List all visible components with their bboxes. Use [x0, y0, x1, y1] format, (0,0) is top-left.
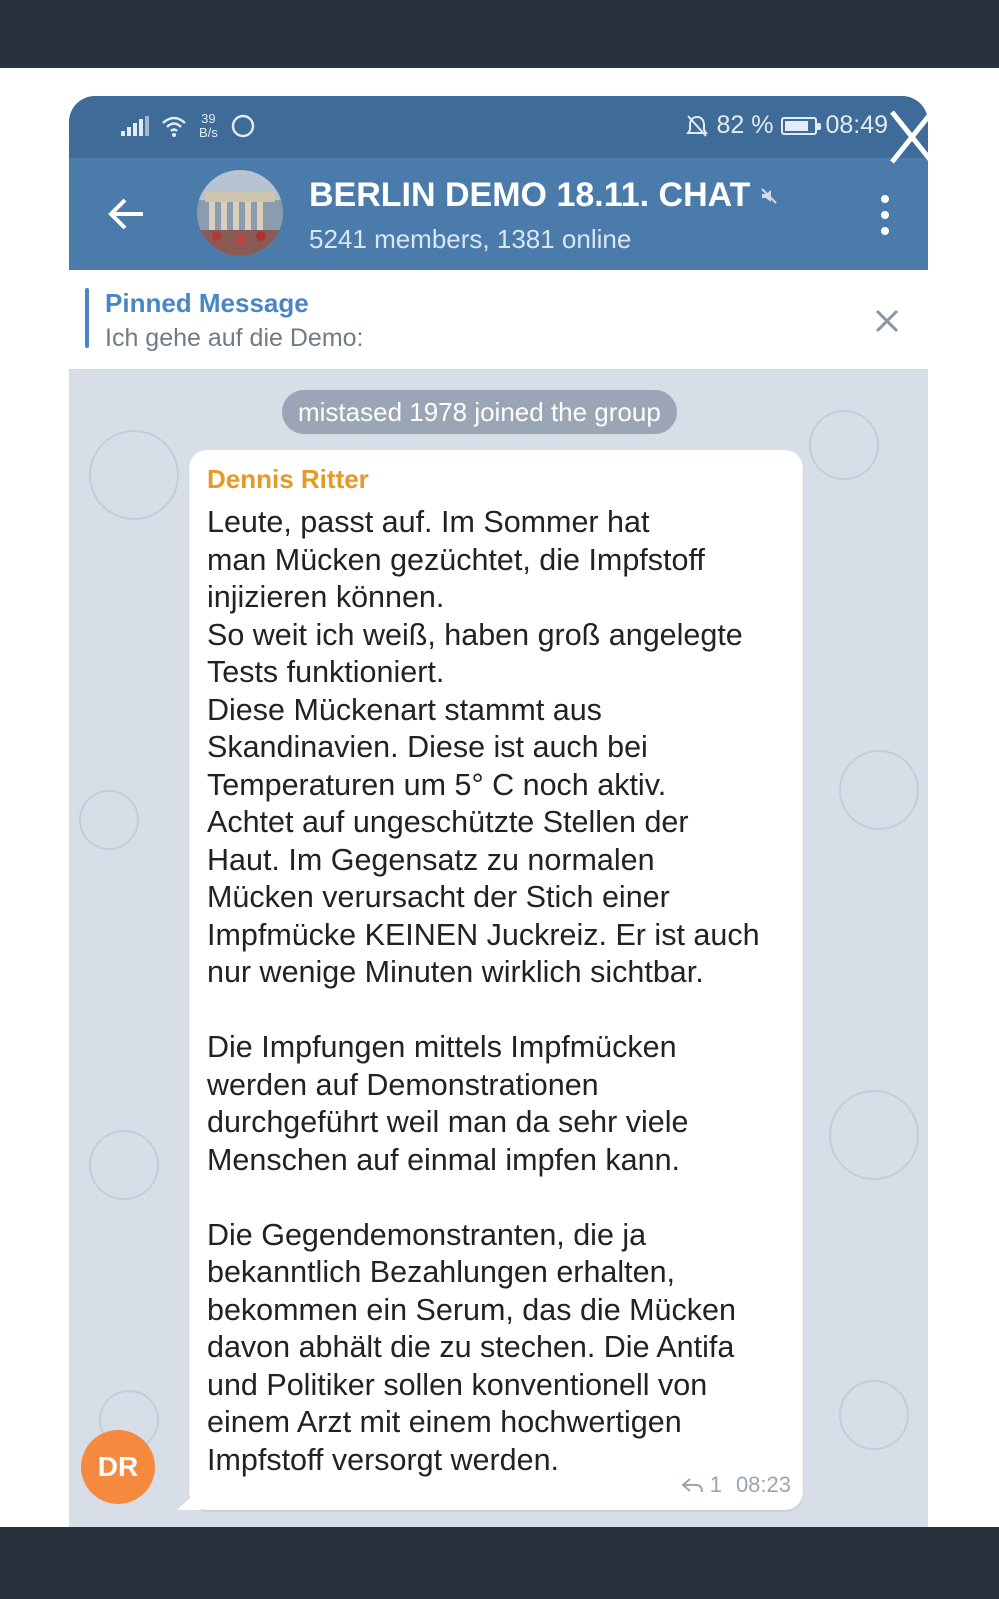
more-vertical-icon[interactable]: [880, 194, 890, 236]
chat-title[interactable]: [309, 176, 778, 215]
close-icon[interactable]: [872, 306, 902, 336]
chat-member-count: 5241 members, 1381 online: [309, 224, 632, 254]
sender-name[interactable]: Dennis Ritter: [207, 464, 369, 494]
pinned-text: Ich gehe auf die Demo:: [105, 324, 364, 352]
message-text: Leute, passt auf. Im Sommer hat man Mücken gezüchtet, die Impfstoff injizieren können. So weit ich weiß, haben groß angelegte Tests funktioniert. Diese Mückenart stammt aus Skandinavien. Diese ist auch bei Temperaturen um 5° C noch aktiv. Achtet auf ungeschützte Stellen der Haut. Im Gegensatz zu normalen Mücken verursacht der Stich einer Impfmücke KEINEN Juckreiz. Er ist auch nur wenige Minuten wirklich sichtbar. Die Impfungen mittels Impfmücken werden auf Demonstrationen durchgeführt weil man da sehr viele Menschen auf einmal impfen kann. Die Gegendemonstranten, die ja bekanntlich Bezahlungen erhalten, bekommen ein Serum, das die Mücken davon abhält die zu stechen. Die Antifa und Politiker sollen konventionell von einem Arzt mit einem hochwertigen Impfstoff versorgt werden.: [207, 505, 760, 1477]
alarm-off-icon: [686, 114, 708, 138]
reply-arrow-icon: [680, 1475, 704, 1495]
battery-icon: [781, 117, 817, 135]
muted-speaker-icon: [760, 187, 778, 205]
pinned-title: Pinned Message: [105, 288, 309, 318]
close-icon[interactable]: [888, 108, 936, 166]
message-time: 08:23: [735, 1472, 791, 1497]
bottom-band: [0, 1527, 999, 1599]
building-photo-icon: [197, 170, 283, 256]
reply-count: 1: [709, 1472, 722, 1497]
top-band: [0, 0, 999, 68]
phone-screen: [69, 96, 928, 1527]
clock: 08:49: [825, 111, 888, 139]
sync-circle-icon: [230, 113, 256, 139]
chat-title-text: BERLIN DEMO 18.11. CHAT: [309, 176, 751, 214]
battery-percent: 82 %: [716, 111, 774, 139]
avatar[interactable]: DR: [81, 1430, 155, 1504]
message-bubble[interactable]: [189, 450, 803, 1510]
group-avatar[interactable]: [197, 170, 283, 256]
net-speed: 39 B/s: [199, 111, 218, 140]
pinned-message-bar[interactable]: [69, 270, 928, 370]
pinned-accent-bar: [85, 288, 89, 348]
message-meta: [680, 1472, 791, 1498]
wifi-icon: [161, 115, 187, 137]
service-message: mistased 1978 joined the group: [282, 390, 677, 434]
signal-icon: [121, 116, 149, 136]
arrow-left-icon[interactable]: [105, 192, 149, 236]
status-bar: [69, 96, 928, 158]
chat-header: [69, 158, 928, 270]
